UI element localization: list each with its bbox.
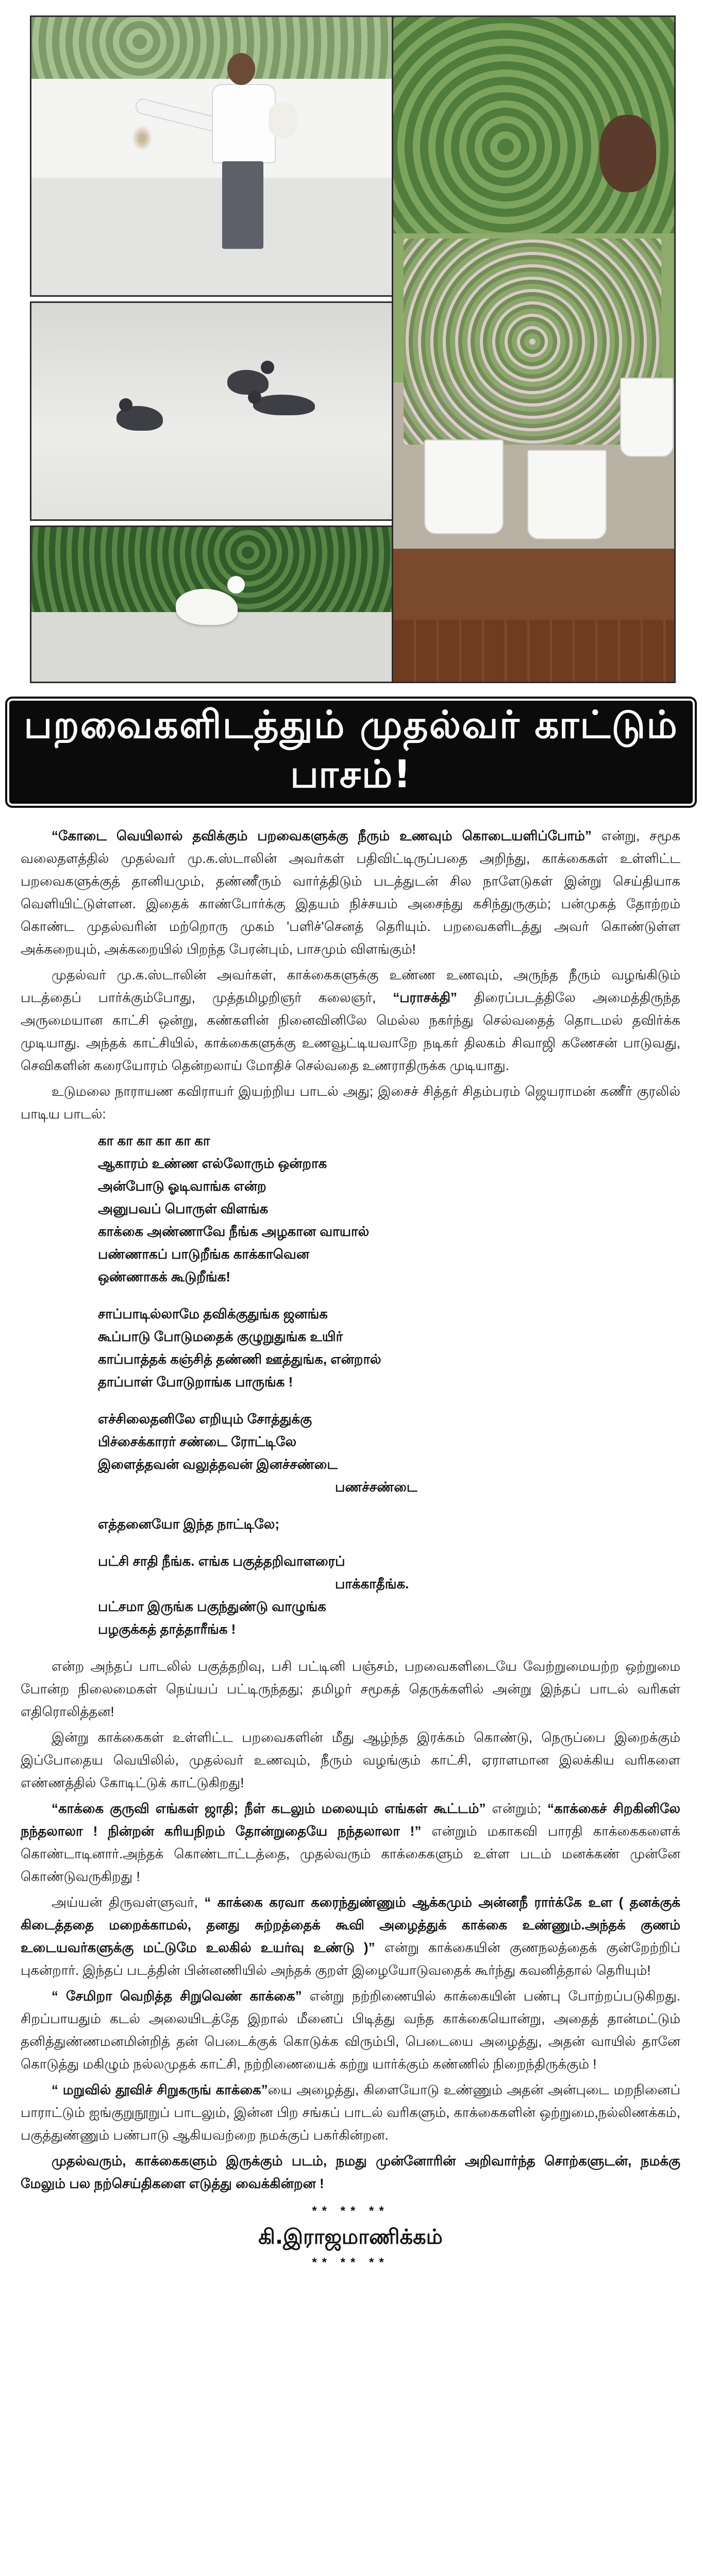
plant-pot-3 [620,378,674,457]
pigeon-right [253,395,315,415]
man-head [227,53,255,85]
headline-title: பறவைகளிடத்தும் முதல்வர் காட்டும் பாசம்! [24,703,678,796]
photo-man-feeding-birds [30,15,394,297]
lyric-line: எத்தனையோ இந்த நாட்டிலே; [98,1516,280,1532]
bharathi-quote-1: “காக்கை குருவி எங்கள் ஜாதி; நீள் கடலும் மலையும் எங்கள் கூட்டம்” [52,1801,486,1816]
paragraph-4: என்ற அந்தப் பாடலில் பகுத்தறிவு, பசி பட்டினி பஞ்சம், பறவைகளிடையே வேற்றுமையற்ற ஒற்றுமை போன்ற நிலைமைகள் நெய்யப் பட்டிருந்தது; தமிழர் சமூகத் தெருக்களில் அன்று இந்தப் பாடல் வரிகள் எதிரொலித்தன! [21,1658,680,1719]
stanza-3 [98,1408,680,1535]
separator-stars-bottom: ** ** ** [312,2256,389,2269]
lyric-line: ஆகாரம் உண்ண எல்லோரும் ஒன்றாக [98,1156,327,1171]
tree-foliage [31,17,392,79]
lyric-line: சாப்பாடில்லாமே தவிக்குதுங்க ஜனங்க [98,1306,328,1321]
paragraph-1 [21,824,680,960]
paragraph-5: இன்று காக்கைகள் உள்ளிட்ட பறவைகளின் மீது ஆழ்ந்த இரக்கம் கொண்டு, நெருப்பை இறைக்கும் இப்போதைய வெயிலில், முதல்வர் உணவும், நீரும் வழங்கும் காட்சி, ஏராளமான இலக்கிய வரிகளை எண்ணத்தில் கோடிட்டுக் காட்டுகிறது! [21,1730,680,1790]
pigeon-right-head [248,391,261,404]
paragraph-8 [21,1985,680,2075]
bharathi-quote-2: “காக்கைச் சிறகினிலே நந்தலாலா ! நின்றன் கரியநிறம் தோன்றுதையே நந்தலாலா !” [21,1801,680,1839]
paragraph-10: முதல்வரும், காக்கைகளும் இருக்கும் படம், நமது முன்னோரின் அறிவார்ந்த சொற்களுடன், நமக்கு மேலும் பல நற்செய்திகளை எடுத்து வைக்கின்றன ! [21,2153,680,2191]
brick-floor [393,620,674,682]
lyric-line: பிச்சைக்காரர் சண்டை ரோட்டிலே [98,1434,297,1449]
stanza-4 [98,1550,680,1640]
man-head-right [599,115,656,192]
quote-lead: “கோடை வெயிலால் தவிக்கும் பறவைகளுக்கு நீரும் உணவும் கொடையளிப்போம்” [52,828,592,843]
paragraph-2-text-a: முதல்வர் மு.க.ஸ்டாலின் அவர்கள், காக்கைகளுக்கு உண்ண உணவும், அருந்த நீரும் வழங்கிடும் படத்தைப் பார்க்கும்போது, முத்தமிழறிஞர் கலைஞர், [21,967,680,1005]
lyric-line: கூப்பாடு போடுமதைக் குழுறுதுங்க உயிர் [98,1329,343,1344]
headline-banner [5,697,697,808]
lyric-line: காக்கை அண்ணாவே நீங்க அழகான வாயால் [98,1224,370,1239]
article-body [21,824,680,2274]
paragraph-3: உடுமலை நாராயண கவிராயர் இயற்றிய பாடல் அது; இசைச் சித்தர் சிதம்பரம் ஜெயராமன் கணீர் குரலில் பாடிய பாடல்: [21,1083,680,1122]
lyric-line: தாப்பாள் போடுறாங்க பாருங்க ! [98,1374,293,1389]
lyric-line: பட்சி சாதி நீங்க. எங்க பகுத்தறிவாளரைப் [98,1553,345,1569]
lyric-line: எச்சிலைதனிலே எறியும் சோத்துக்கு [98,1411,312,1427]
stanza-1 [98,1129,680,1288]
small-dog [269,102,297,138]
paragraph-6 [21,1797,680,1888]
lyric-line: கா கா கா கா கா கா [98,1133,210,1148]
photo-white-dove [30,526,394,683]
ainkurunuru-quote: “ மறுவில் தூவிச் சிறுகருங் காக்கை” [52,2082,268,2097]
photo-collage [0,0,702,680]
paragraph-6-text-d: என்றும் மகாகவி பாரதி காக்கைகளைக் கொண்டாடினார்.அந்தக் கொண்டாட்டத்தை, முதல்வரும் காக்கைகளும் உள்ள படம் மனக்கண் முன்னே கொண்டுவருகிறது ! [21,1823,680,1884]
plant-pot-1 [424,439,504,534]
paragraph-6-text-b: என்றும்; [486,1801,547,1816]
author-name: கி.இராஜமாணிக்கம் [258,2225,443,2249]
paragraph-1-text: என்று, சமூக வலைதளத்தில் முதல்வர் மு.க.ஸ்டாலின் அவர்கள் பதிவிட்டிருப்பதை அறிந்து, காக்கைகள் உள்ளிட்ட பறவைகளுக்குத் தானியமும், தண்ணீரும் வார்த்திடும் படத்துடன் சில நாளேடுகள் இன்று செய்தியாக வெளியிட்டுள்ளன. இதைக் காண்போர்க்கு இதயம் நிச்சயம் அசைந்து கசிந்துருகும்; பன்முகத் தோற்றம் கொண்ட முதல்வரின் மற்றொரு முகம் 'பளிச்'செனத் தெரியும். பறவைகளிடத்து அவர் கொண்டுள்ள அக்கறையும், அக்கறையில் பிறந்த பேரன்பும், பாசமும் விளங்கும்! [21,828,680,957]
lyric-line: அனுபவப் பொருள் விளங்க [98,1201,269,1216]
paragraph-8-text-b: என்று நற்றிணையில் காக்கையின் பண்பு போற்றப்படுகிறது. சிறப்பாயதும் கடல் அலையிடத்தே இறால் மீனைப் பிடித்து வந்த காக்கையொன்று, அதைத் தான்மட்டும் தனித்துண்ணமனமின்றித் தன் பெடைக்குக் கொடுக்க விரும்பி, பெடையை அழைத்து, அதன் வாயில் தானே கொடுத்து மகிழும் நல்லமுதக் காட்சி, நற்றிணையைக் கற்று யார்க்கும் கண்ணில் நிறைந்திருக்கும் ! [21,1988,680,2072]
paragraph-2 [21,963,680,1077]
falling-grain [132,125,153,151]
paragraph-7-text-c: என்று காக்கையின் குணநலத்தைக் குன்றேற்றிப் புகன்றார். இந்தப் படத்தின் பின்னணியில் அந்தக் குறள் இழையோடுவதைக் கூர்ந்து கவனித்தால் தெரியும்! [21,1940,680,1978]
lyric-line: காப்பாத்தக் கஞ்சித் தண்ணி ஊத்துங்க, என்றால் [98,1351,381,1367]
plant-pot-2 [527,450,607,539]
stanza-2 [98,1302,680,1393]
natrinai-quote: “ சேமிறா வெறித்த சிறுவெண் காக்கை” [52,1988,302,2004]
photo-man-with-plants [392,15,676,683]
paragraph-9 [21,2078,680,2146]
lyric-line: பழகுக்கத் தாத்தாரீங்க ! [98,1621,236,1637]
separator-stars-top: ** ** ** [312,2204,389,2218]
lyric-line: இளைத்தவன் வலுத்தவன் இனச்சண்டை [98,1456,338,1472]
pigeon-center-head [261,361,274,374]
lyric-line: ஒண்ணாகக் கூடுறீங்க! [98,1269,230,1284]
lyric-line: பாக்காதீங்க. [335,1576,409,1591]
paragraph-9-text-b: யை அழைத்து, கிளையோடு உண்ணும் அதன் அன்புடை மறநினைப் பாராட்டும் ஐங்குறுநூறுப் பாடலும், இன்ன பிற சங்கப் பாடல் வரிகளும், காக்கைகளின் ஒற்றுமை,நல்லிணக்கம், பகுத்துண்ணும் பண்பாடு ஆகியவற்றை நமக்குப் பகர்கின்றன. [21,2082,680,2143]
lyric-line: பட்சமா இருங்க பகுந்துண்டு வாழுங்க [98,1599,326,1614]
song-lyrics [98,1129,680,1640]
pigeon-left-head [119,398,132,412]
lyric-line: பணச்சண்டை [335,1479,417,1495]
kural-quote: “ காக்கை கரவா கரைந்துண்ணும் ஆக்கமும் அன்னநீ ரார்க்கே உள ( தனக்குக் கிடைத்ததை மறைக்காமல், தனது சுற்றத்தைக் கூவி அழைத்துக் காக்கை உண்ணும்.அந்தக் குணம் உடையவர்களுக்கு மட்டுமே உலகில் உயர்வு உண்டு )” [21,1894,680,1955]
dove-head [227,576,245,594]
paragraph-7 [21,1891,680,1981]
film-title: “பராசக்தி” [393,990,457,1005]
man-trousers [222,161,263,249]
paragraph-2-text-c: திரைப்படத்திலே அமைத்திருந்த அருமையான காட்சி ஒன்று, கண்களின் நினைவினிலே மெல்ல நகர்ந்து செல்வதைத் தொடமல் தவிர்க்க முடியாது. அந்தக் காட்சியில், காக்கைகளுக்கு உணவூட்டியவாறே நடிகர் திலகம் சிவாஜி கணேசன் பாடுவது, செவிகளின் கரையோரம் தென்றலாய் மோதிச் செல்வதை உணராதிருக்க முடியாது. [21,990,680,1073]
lyric-line: அன்போடு ஓடிவாங்க என்ற [98,1178,266,1194]
pigeon-center [227,370,269,395]
paragraph-7-text-a: அய்யன் திருவள்ளுவர், [52,1894,205,1910]
lyric-line: பண்ணாகப் பாடுறீங்க காக்காவென [98,1246,310,1262]
photo-pigeons [30,301,394,521]
man-white-shirt [212,84,276,163]
